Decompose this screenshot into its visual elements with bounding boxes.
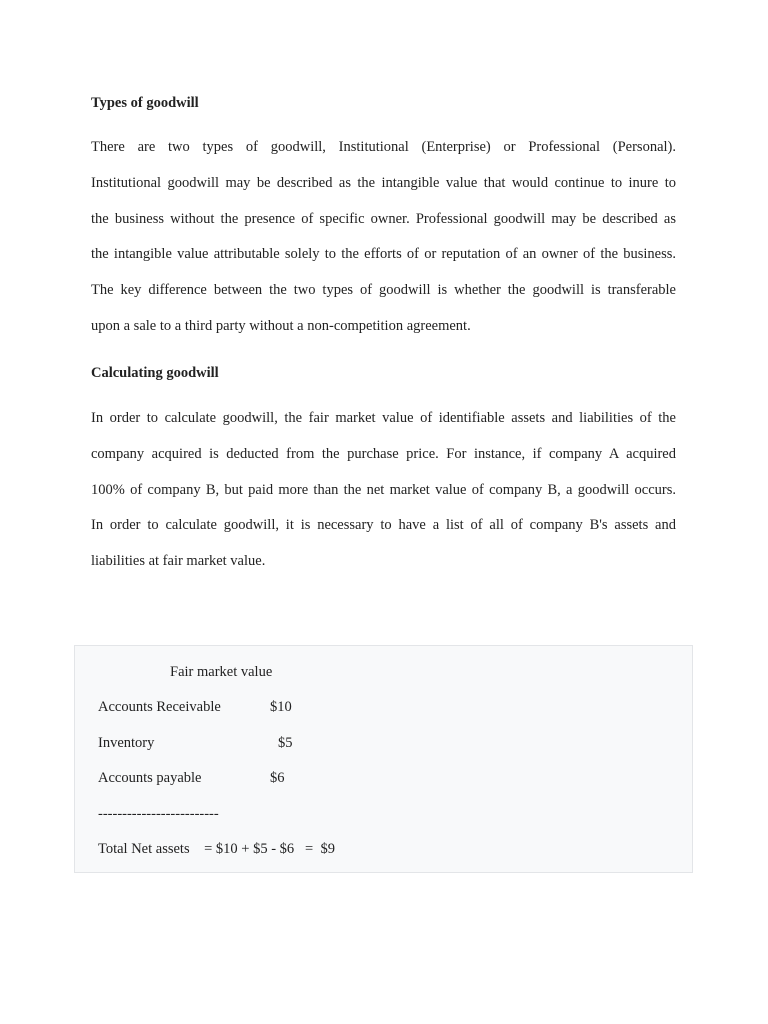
paragraph-line: liabilities at fair market value. bbox=[91, 553, 266, 570]
total-net-assets: Total Net assets = $10 + $5 - $6 = $9 bbox=[98, 841, 335, 857]
paragraph-line: In order to calculate goodwill, the fair market value of identifiable assets and liabilities of the bbox=[91, 410, 676, 426]
paragraph-line: upon a sale to a third party without a non-competition agreement. bbox=[91, 317, 471, 334]
row-value: $10 bbox=[270, 699, 292, 715]
paragraph-line: 100% of company B, but paid more than the net market value of company B, a goodwill occurs. bbox=[91, 481, 676, 498]
paragraph-line: the intangible value attributable solely to the efforts of or reputation of an owner of the business. bbox=[91, 246, 676, 263]
fair-market-value-box bbox=[74, 645, 693, 873]
row-value: $6 bbox=[270, 770, 285, 786]
paragraph-line: Institutional goodwill may be described as the intangible value that would continue to inure to bbox=[91, 174, 676, 191]
paragraph-line: the business without the presence of specific owner. Professional goodwill may be described as bbox=[91, 210, 676, 227]
row-label: Accounts payable bbox=[98, 770, 202, 786]
row-value: $5 bbox=[278, 735, 293, 751]
paragraph-line: The key difference between the two types of goodwill is whether the goodwill is transferable bbox=[91, 282, 676, 299]
section-heading-calculating-goodwill: Calculating goodwill bbox=[91, 365, 219, 381]
paragraph-line: In order to calculate goodwill, it is necessary to have a list of all of company B's assets and bbox=[91, 517, 676, 534]
column-header: Fair market value bbox=[170, 664, 273, 680]
paragraph-line: There are two types of goodwill, Institutional (Enterprise) or Professional (Personal). bbox=[91, 139, 676, 155]
row-label: Accounts Receivable bbox=[98, 699, 221, 715]
paragraph-line: company acquired is deducted from the purchase price. For instance, if company A acquired bbox=[91, 445, 676, 462]
row-label: Inventory bbox=[98, 735, 155, 751]
paragraph-types-of-goodwill bbox=[91, 130, 676, 345]
separator-line: ------------------------- bbox=[98, 806, 219, 822]
section-heading-types-of-goodwill: Types of goodwill bbox=[91, 95, 199, 111]
paragraph-calculating-goodwill bbox=[91, 401, 676, 580]
